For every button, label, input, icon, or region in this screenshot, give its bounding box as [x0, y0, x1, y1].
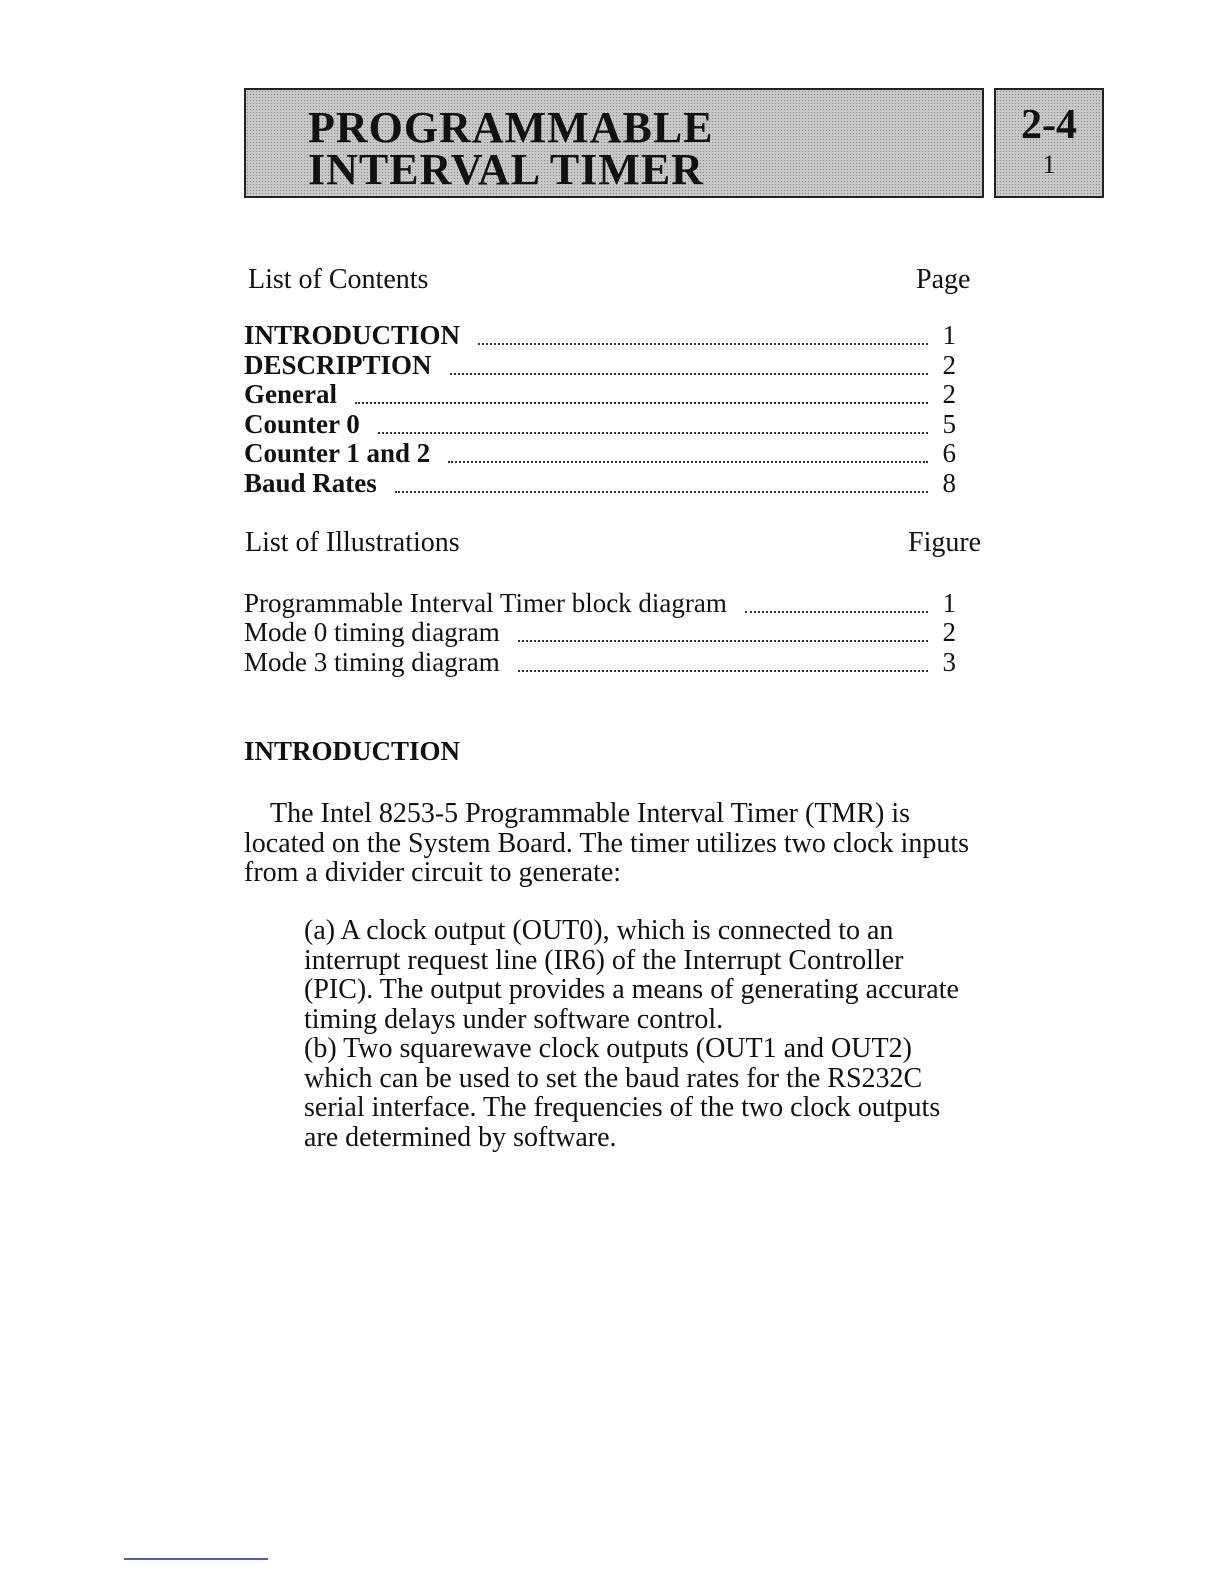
figure-label: Programmable Interval Timer block diagram: [244, 588, 727, 618]
leader-dots: [395, 485, 928, 493]
chapter-title-line-1: PROGRAMMABLE: [308, 103, 714, 152]
section-number-box: [994, 88, 1104, 198]
toc-row[interactable]: [244, 350, 956, 380]
figure-row[interactable]: [244, 647, 956, 677]
illustrations-figure-label: Figure: [908, 527, 982, 558]
figure-label: Mode 3 timing diagram: [244, 647, 500, 677]
section-number: 2-4: [1021, 102, 1077, 148]
chapter-title-line-2: INTERVAL TIMER: [308, 145, 704, 194]
toc-label: INTRODUCTION: [244, 320, 461, 350]
list-item-a: (a) A clock output (OUT0), which is connected to an interrupt request line (IR6) of the Interrupt Controller (PIC). The output provides a means of generating accurate timing delays under software control.: [304, 915, 959, 1035]
toc-row[interactable]: [244, 320, 956, 350]
leader-dots: [518, 664, 928, 672]
figure-number: 1: [942, 588, 956, 618]
leader-dots: [745, 605, 928, 613]
toc-row[interactable]: [244, 438, 956, 468]
toc-page: 8: [942, 468, 956, 498]
footer-rule: [124, 1558, 268, 1560]
figure-number: 2: [942, 617, 956, 647]
toc-page: 5: [942, 409, 956, 439]
figure-row[interactable]: [244, 617, 956, 647]
introduction-heading: INTRODUCTION: [244, 736, 461, 766]
section-page-number: 1: [1042, 150, 1056, 179]
list-item-b: (b) Two squarewave clock outputs (OUT1 and OUT2) which can be used to set the baud rates for the RS232C serial interface. The frequencies of the two clock outputs are determined by software.: [304, 1033, 941, 1153]
introduction-list: [304, 916, 974, 1152]
figure-row[interactable]: [244, 588, 956, 618]
figure-label: Mode 0 timing diagram: [244, 617, 500, 647]
introduction-paragraph: [244, 799, 974, 888]
contents-heading: List of Contents: [248, 264, 429, 295]
toc-row[interactable]: [244, 409, 956, 439]
toc-row[interactable]: [244, 379, 956, 409]
leader-dots: [355, 396, 928, 404]
contents-page-label: Page: [916, 264, 971, 295]
illustrations-heading: List of Illustrations: [245, 527, 460, 558]
figure-number: 3: [942, 647, 956, 677]
leader-dots: [478, 337, 928, 345]
toc-page: 2: [942, 350, 956, 380]
toc-label: Baud Rates: [244, 468, 377, 498]
toc-page: 6: [942, 438, 956, 468]
toc-label: Counter 1 and 2: [244, 438, 431, 468]
introduction-text: The Intel 8253-5 Programmable Interval Timer (TMR) is located on the System Board. The timer utilizes two clock inputs from a divider circuit to generate:: [244, 798, 970, 888]
leader-dots: [378, 426, 928, 434]
toc-page: 1: [942, 320, 956, 350]
chapter-title-banner: [244, 88, 984, 198]
leader-dots: [448, 455, 928, 463]
leader-dots: [450, 367, 928, 375]
toc-page: 2: [942, 379, 956, 409]
leader-dots: [518, 634, 928, 642]
toc-label: General: [244, 379, 337, 409]
toc-label: Counter 0: [244, 409, 360, 439]
toc-row[interactable]: [244, 468, 956, 498]
toc-label: DESCRIPTION: [244, 350, 432, 380]
